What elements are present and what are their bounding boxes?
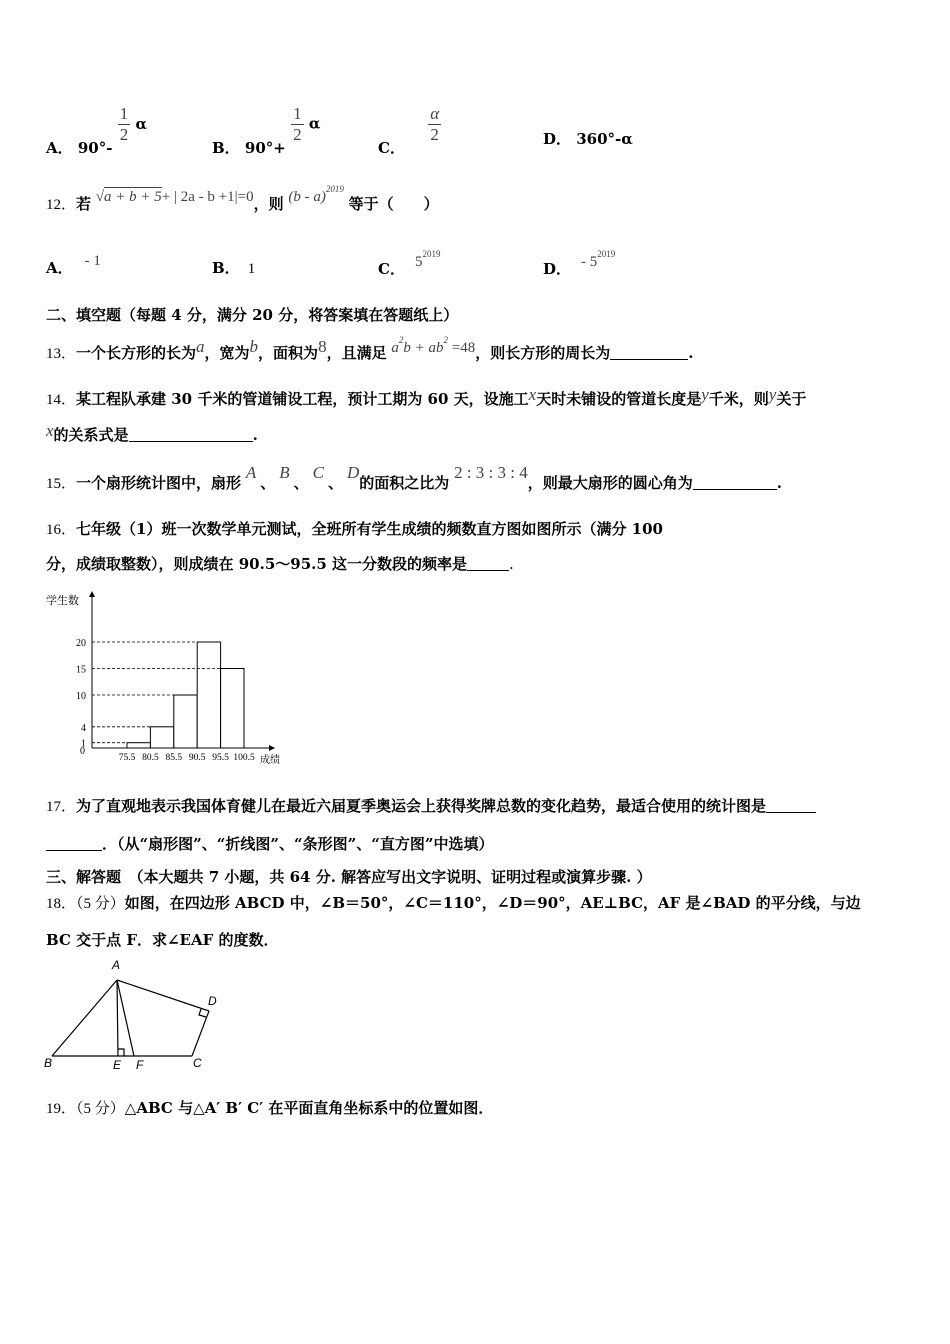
x-tick-label: 90.5 xyxy=(188,753,206,763)
q12-option-d: D． - $5^{2019}$ xyxy=(543,249,616,278)
histogram-bar xyxy=(221,669,244,749)
vertex-b: B xyxy=(44,1056,53,1070)
question-16-line2: 分，成绩取整数），则成绩在 90.5～95.5 这一分数段的频率是 . xyxy=(46,555,514,573)
x-axis-label: 成绩 xyxy=(260,755,280,766)
vertex-e: E xyxy=(113,1058,122,1072)
answer-blank[interactable] xyxy=(467,556,509,571)
answer-blank[interactable] xyxy=(46,836,102,851)
vertex-f: F xyxy=(136,1058,144,1072)
origin-label: 0 xyxy=(80,746,85,757)
histogram-chart xyxy=(40,588,300,770)
histogram-bar xyxy=(197,642,220,748)
q12-option-a: A． - 1 xyxy=(46,253,101,277)
question-16: 16．七年级（1）班一次数学单元测试，全班所有学生成绩的频数直方图如图所示（满分 100 xyxy=(46,520,663,538)
x-tick-label: 75.5 xyxy=(118,753,136,763)
vertex-d: D xyxy=(208,994,217,1008)
fraction: $\frac{1}{2}$ xyxy=(119,104,129,144)
answer-blank[interactable] xyxy=(693,475,777,490)
question-18: 18．（5 分）如图，在四边形 ABCD 中，∠B＝50°，∠C＝110°，∠D＝90°，AE⊥BC，AF 是∠BAD 的平分线，与边 xyxy=(46,894,861,912)
q11-option-b: B． 90°+ $\frac{1}{2}$ α xyxy=(212,104,321,157)
sqrt-expression: √a + b + 5 xyxy=(95,189,162,205)
histogram-bar xyxy=(174,695,197,748)
x-tick-label: 80.5 xyxy=(142,753,159,763)
question-13: 13．一个长方形的长为a，宽为b，面积为8，且满足 $a^2b + ab^2 =48$，则长方形的周长为 . xyxy=(46,335,694,362)
y-tick-label: 1 xyxy=(81,738,86,750)
q11-option-c: C． $\frac{\alpha}{2}$ xyxy=(378,104,440,157)
histogram-bar xyxy=(150,727,173,748)
power-expression: (b - a)$^{2019}$ xyxy=(288,184,344,205)
q11-option-d: D． 360°-α xyxy=(543,130,633,148)
q11-option-a: A． 90°- $\frac{1}{2}$ α xyxy=(46,104,147,157)
y-tick-label: 10 xyxy=(76,691,86,702)
question-12: 12．若 √a + b + 5+ | 2a - b +1|=0，则 (b - a)$^{2019}$ 等于（ ） xyxy=(46,184,439,213)
x-tick-label: 100.5 xyxy=(233,753,255,763)
section-2-title: 二、填空题（每题 4 分，满分 20 分，将答案填在答题纸上） xyxy=(46,306,459,324)
equation: $a^2b + ab^2 =48$ xyxy=(391,335,476,356)
histogram-bar xyxy=(127,743,150,748)
quadrilateral-figure xyxy=(40,955,230,1075)
section-3-title: 三、解答题 （本大题共 7 小题，共 64 分. 解答应写出文字说明、证明过程或演算步骤. ） xyxy=(46,868,652,886)
question-18-line2: BC 交于点 F．求∠EAF 的度数． xyxy=(46,931,279,949)
question-17: 17．为了直观地表示我国体育健儿在最近六届夏季奥运会上获得奖牌总数的变化趋势，最适合使用的统计图是 xyxy=(46,795,816,816)
q12-option-b: B． 1 xyxy=(212,259,256,277)
y-axis-label: 学生数 xyxy=(46,595,79,607)
question-17-line2: ．（从“扇形图”、“折线图”、“条形图”、“直方图”中选填） xyxy=(46,833,494,854)
y-tick-label: 15 xyxy=(76,664,86,676)
question-15: 15．一个扇形统计图中，扇形 A、B、C、D的面积之比为 2 : 3 : 3 : 4，则最大扇形的圆心角为 . xyxy=(46,463,782,492)
answer-blank[interactable] xyxy=(610,345,688,360)
question-19: 19．（5 分）△ABC 与△A′ B′ C′ 在平面直角坐标系中的位置如图． xyxy=(46,1099,494,1117)
q12-option-c: C． $5^{2019}$ xyxy=(378,249,441,278)
question-14-line2: x的关系式是 . xyxy=(46,421,258,444)
y-tick-label: 20 xyxy=(76,638,86,649)
answer-blank[interactable] xyxy=(129,427,253,442)
y-tick-label: 4 xyxy=(81,722,86,734)
x-tick-label: 95.5 xyxy=(212,753,229,763)
question-14: 14．某工程队承建 30 千米的管道铺设工程，预计工期为 60 天，设施工x天时未铺设的管道长度是y千米，则y关于 xyxy=(46,385,807,408)
vertex-c: C xyxy=(193,1056,202,1070)
x-tick-label: 85.5 xyxy=(165,753,183,763)
fraction: $\frac{\alpha}{2}$ xyxy=(430,104,440,144)
vertex-a: A xyxy=(112,958,121,972)
fraction: $\frac{1}{2}$ xyxy=(293,104,302,144)
answer-blank[interactable] xyxy=(766,798,816,813)
